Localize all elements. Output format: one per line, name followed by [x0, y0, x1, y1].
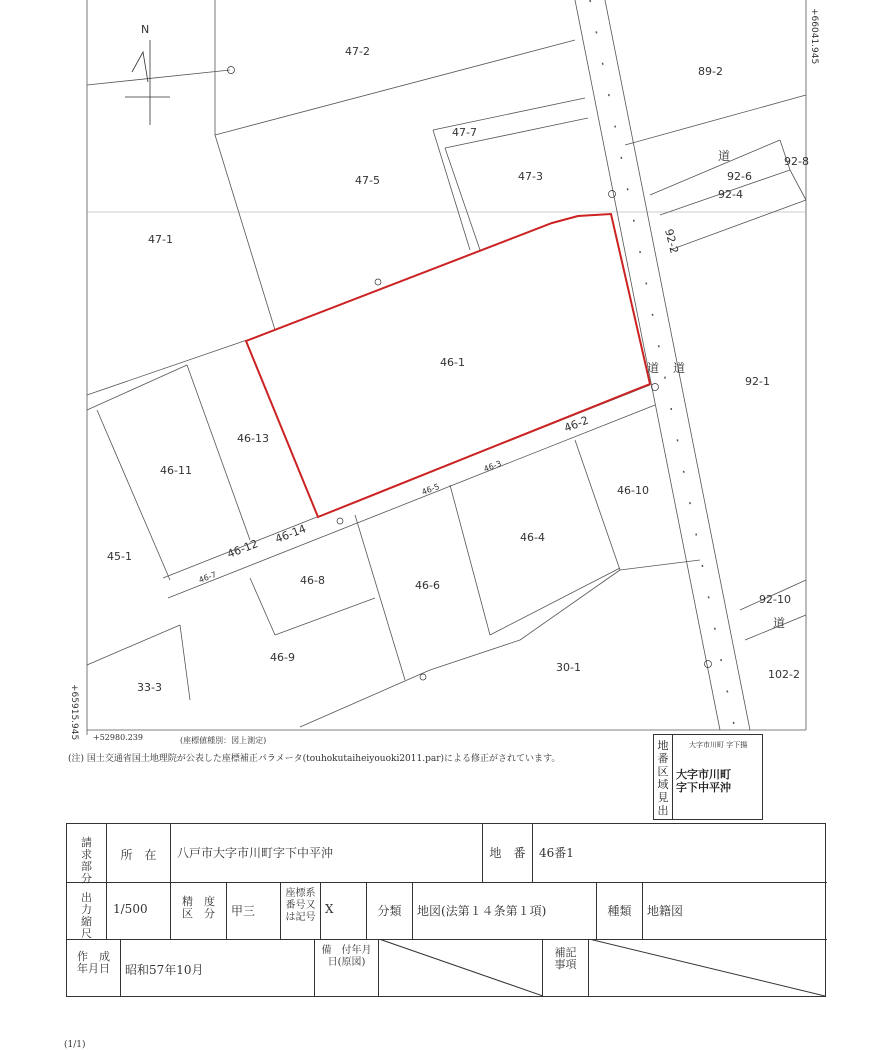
- index-big-line2: 字下中平沖: [676, 781, 731, 794]
- attached-label: 備 付年月日(原図): [315, 939, 379, 996]
- parcel-label: 46-5: [420, 481, 441, 497]
- scale-value: 1/500: [107, 882, 171, 939]
- index-small-text: 大字市川町 字下揚: [689, 741, 748, 749]
- parcel-label: 92-2: [662, 227, 681, 255]
- location-label: 所 在: [107, 824, 171, 882]
- type-label: 種類: [597, 882, 643, 939]
- road-label: 道: [773, 616, 786, 630]
- road-label: 道: [673, 361, 686, 375]
- correction-note: (注) 国土交通省国土地理院が公表した座標補正パラメータ(touhokutaiheiyouoki2011.par)による修正がされています。: [68, 754, 561, 764]
- parcel-label: 46-6: [415, 579, 440, 592]
- parcel-label: 45-1: [107, 550, 132, 563]
- index-title-text: 地番区域見出: [657, 739, 669, 817]
- parcel-label: 92-6: [727, 170, 752, 183]
- parcel-label: 33-3: [137, 681, 162, 694]
- class-value: 地図(法第１４条第１項): [413, 882, 597, 939]
- precision-value: 甲三: [227, 882, 281, 939]
- scale-label: 出力縮尺: [67, 882, 107, 939]
- north-arrow-icon: [125, 40, 170, 125]
- lot-value: 46番1: [539, 846, 574, 860]
- road-label: 道: [647, 361, 660, 375]
- request-label: 請求部分: [67, 824, 107, 882]
- parcel-label: 47-1: [148, 233, 173, 246]
- parcel-label: 47-5: [355, 174, 380, 187]
- parcel-label: 46-7: [197, 569, 218, 585]
- parcel-label: 46-12: [225, 537, 260, 561]
- coord-type-note: (座標値種別：図上測定): [180, 736, 267, 745]
- info-table: [66, 823, 826, 997]
- parcel-label: 46-4: [520, 531, 545, 544]
- index-title: [654, 735, 673, 819]
- created-value: 昭和57年10月: [121, 939, 315, 996]
- north-label: N: [141, 23, 150, 36]
- type-value: 地籍図: [647, 904, 684, 918]
- precision-label: 精 度区 分: [171, 882, 227, 939]
- coord-top-right: +66041.945: [809, 8, 819, 65]
- parcel-label: 46-9: [270, 651, 295, 664]
- parcel-label: 46-13: [237, 432, 269, 445]
- parcel-label: 89-2: [698, 65, 723, 78]
- parcel-label: 46-8: [300, 574, 325, 587]
- parcel-label: 46-2: [562, 413, 591, 435]
- parcel-label: 46-14: [273, 522, 308, 546]
- class-label: 分類: [367, 882, 413, 939]
- parcel-label: 46-3: [482, 458, 503, 474]
- coord-system-label: 座標系番号又は記号: [281, 882, 321, 939]
- attached-value-empty: [379, 939, 543, 996]
- parcel-label: 92-4: [718, 188, 743, 201]
- parcel-label: 47-7: [452, 126, 477, 139]
- parcel-label: 92-1: [745, 375, 770, 388]
- index-big-text: [676, 768, 731, 794]
- parcel-label: 102-2: [768, 668, 800, 681]
- coord-bottom: +52980.239: [93, 733, 143, 742]
- parcel-label: 46-10: [617, 484, 649, 497]
- coord-left: +65915.945: [69, 684, 79, 741]
- location-value: 八戸市大字市川町字下中平沖: [171, 824, 483, 882]
- lot-area-index-box: [653, 734, 763, 820]
- remarks-label: 補記事項: [543, 939, 589, 996]
- parcel-label: 92-10: [759, 593, 791, 606]
- parcel-label: 47-3: [518, 170, 543, 183]
- parcel-label: 92-8: [784, 155, 809, 168]
- page-counter: (1/1): [64, 1040, 86, 1050]
- remarks-value-empty: [589, 939, 825, 996]
- created-label: 作 成年月日: [67, 939, 121, 996]
- parcel-label: 47-2: [345, 45, 370, 58]
- parcel-label: 46-11: [160, 464, 192, 477]
- coord-system-value: X: [321, 882, 367, 939]
- lot-label: 地 番: [483, 824, 533, 882]
- parcel-label: 46-1: [440, 356, 465, 369]
- road-label: 道: [718, 149, 731, 163]
- parcel-label: 30-1: [556, 661, 581, 674]
- index-big-line1: 大字市川町: [676, 768, 731, 781]
